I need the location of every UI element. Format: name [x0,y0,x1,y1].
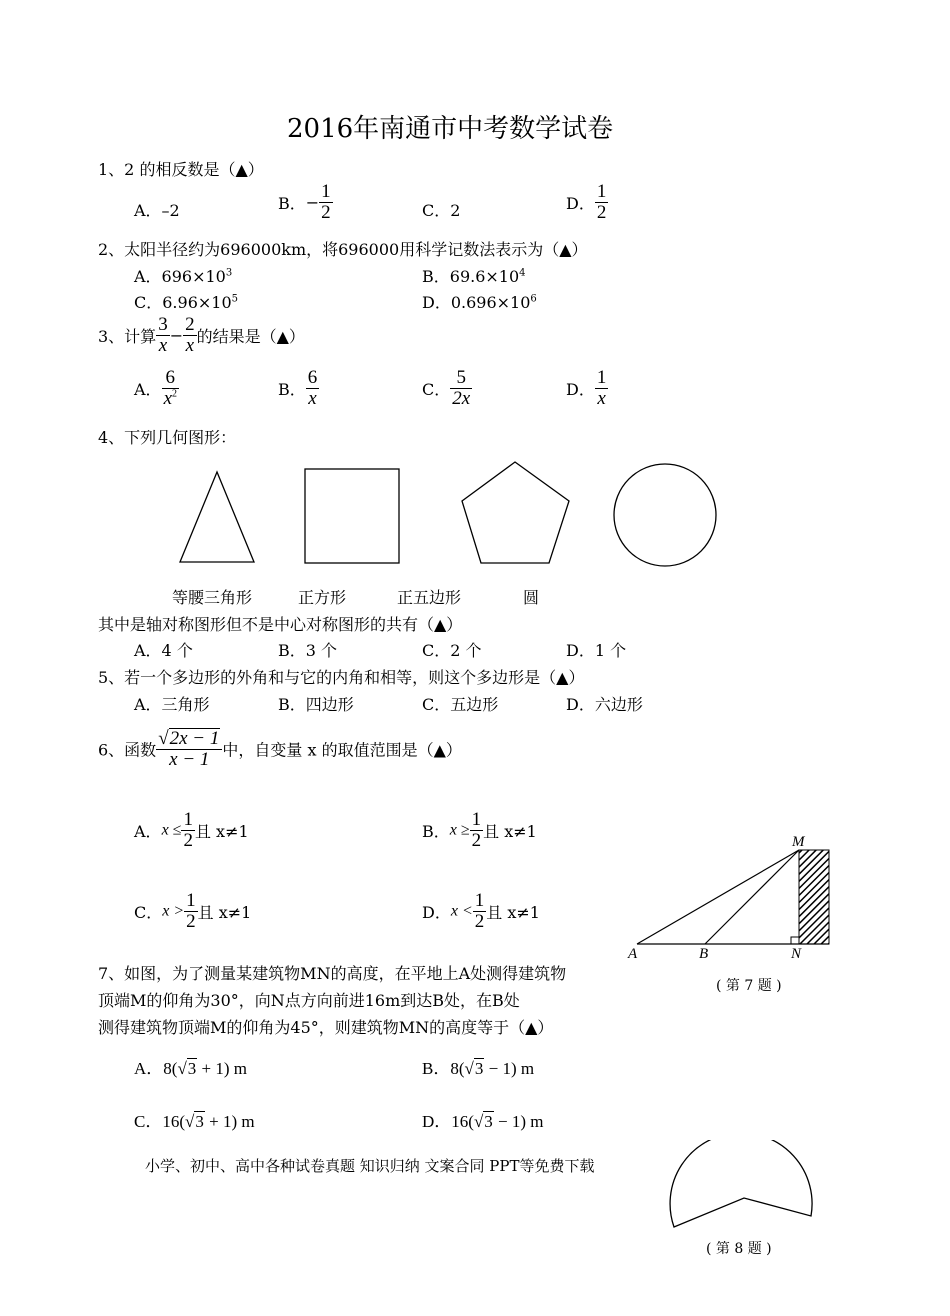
q7-line3: 测得建筑物顶端M的仰角为45°，则建筑物MN的高度等于（▲） [98,1018,554,1037]
q4-option-d: D．1 个 [566,641,627,660]
q7-option-a: A．8(√3 + 1) m [134,1059,248,1078]
q1-option-b: B．− $\frac{1}{2}$ [278,181,331,223]
circle-shape [614,464,716,566]
q7-line2: 顶端M的仰角为30°，向N点方向前进16m到达B处，在B处 [98,991,520,1010]
q4-label-square: 正方形 [298,588,347,607]
q6-option-d: D．x < $\frac{1}{2}$ 且 x≠1 [422,890,540,932]
q8-figure [665,1140,825,1230]
q8-caption: ( 第 8 题 ) [706,1241,772,1257]
label-b: B [699,946,709,962]
q4-label-circle: 圆 [523,588,540,607]
q3-option-a: A． $\frac{6}{x^2}$ [134,367,177,409]
q2-stem: 2、太阳半径约为696000km，将696000用科学记数法表示为（▲） [98,240,588,259]
isosceles-triangle-shape [180,472,254,562]
label-m: M [792,834,805,850]
q2-option-a: A．$696\times 10^3$ [134,267,233,286]
q6-option-a: A．x ≤ $\frac{1}{2}$ 且 x≠1 [134,809,249,851]
pentagon-shape [462,462,569,563]
label-n: N [791,946,802,962]
q2-option-b: B．$69.6\times 10^4$ [422,267,526,286]
sightline-a [637,850,799,944]
q3-option-d: D． $\frac{1}{x}$ [566,367,607,409]
footer-banner: 小学、初中、高中各种试卷真题 知识归纳 文案合同 PPT等免费下载 [145,1157,595,1175]
q4-label-triangle: 等腰三角形 [172,588,253,607]
q4-option-c: C．2 个 [422,641,482,660]
q4-shapes [0,455,950,585]
q5-option-a: A．三角形 [134,695,210,714]
right-angle-mark [791,937,799,944]
q4-label-pentagon: 正五边形 [397,588,462,607]
q2-option-c: C．$6.96\times 10^5$ [134,293,239,312]
label-a: A [628,946,638,962]
q1-option-d: D． $\frac{1}{2}$ [566,181,607,223]
q6-option-b: B．x ≥ $\frac{1}{2}$ 且 x≠1 [422,809,537,851]
q1-option-c: C．2 [422,201,461,220]
q6-option-c: C．x > $\frac{1}{2}$ 且 x≠1 [134,890,252,932]
q4-stem: 4、下列几何图形： [98,428,237,447]
q5-option-b: B．四边形 [278,695,354,714]
q7-option-d: D．16(√3 − 1) m [422,1112,544,1131]
q3-option-b: B． $\frac{6}{x}$ [278,367,318,409]
q4-option-a: A．4 个 [134,641,193,660]
q7-figure [625,828,855,968]
q7-caption: ( 第 7 题 ) [716,978,782,994]
q7-option-c: C．16(√3 + 1) m [134,1112,255,1131]
q2-option-d: D．$0.696\times 10^6$ [422,293,537,312]
q1-option-a: A．–2 [134,201,180,220]
q1-stem: 1、2 的相反数是（▲） [98,160,264,179]
page-title: 2016年南通市中考数学试卷 [287,114,614,144]
semicircle-shape [670,1140,812,1227]
q4-option-b: B．3 个 [278,641,338,660]
q7-option-b: B．8(√3 − 1) m [422,1059,535,1078]
q6-stem: 6、函数 $\frac{√2x - 1}{x - 1}$ 中，自变量 x 的取值范围是（▲） [98,728,462,770]
q5-option-d: D．六边形 [566,695,643,714]
building-shape [799,850,829,944]
q3-stem: 3、计算 $\frac{3}{x}$ − $\frac{2}{x}$ 的结果是（▲） [98,314,305,356]
square-shape [305,469,399,563]
q4-question: 其中是轴对称图形但不是中心对称图形的共有（▲） [98,615,463,634]
q3-option-c: C． $\frac{5}{2x}$ [422,367,471,409]
q5-option-c: C．五边形 [422,695,499,714]
q7-line1: 7、如图，为了测量某建筑物MN的高度，在平地上A处测得建筑物 [98,964,567,983]
q5-stem: 5、若一个多边形的外角和与它的内角和相等，则这个多边形是（▲） [98,668,585,687]
